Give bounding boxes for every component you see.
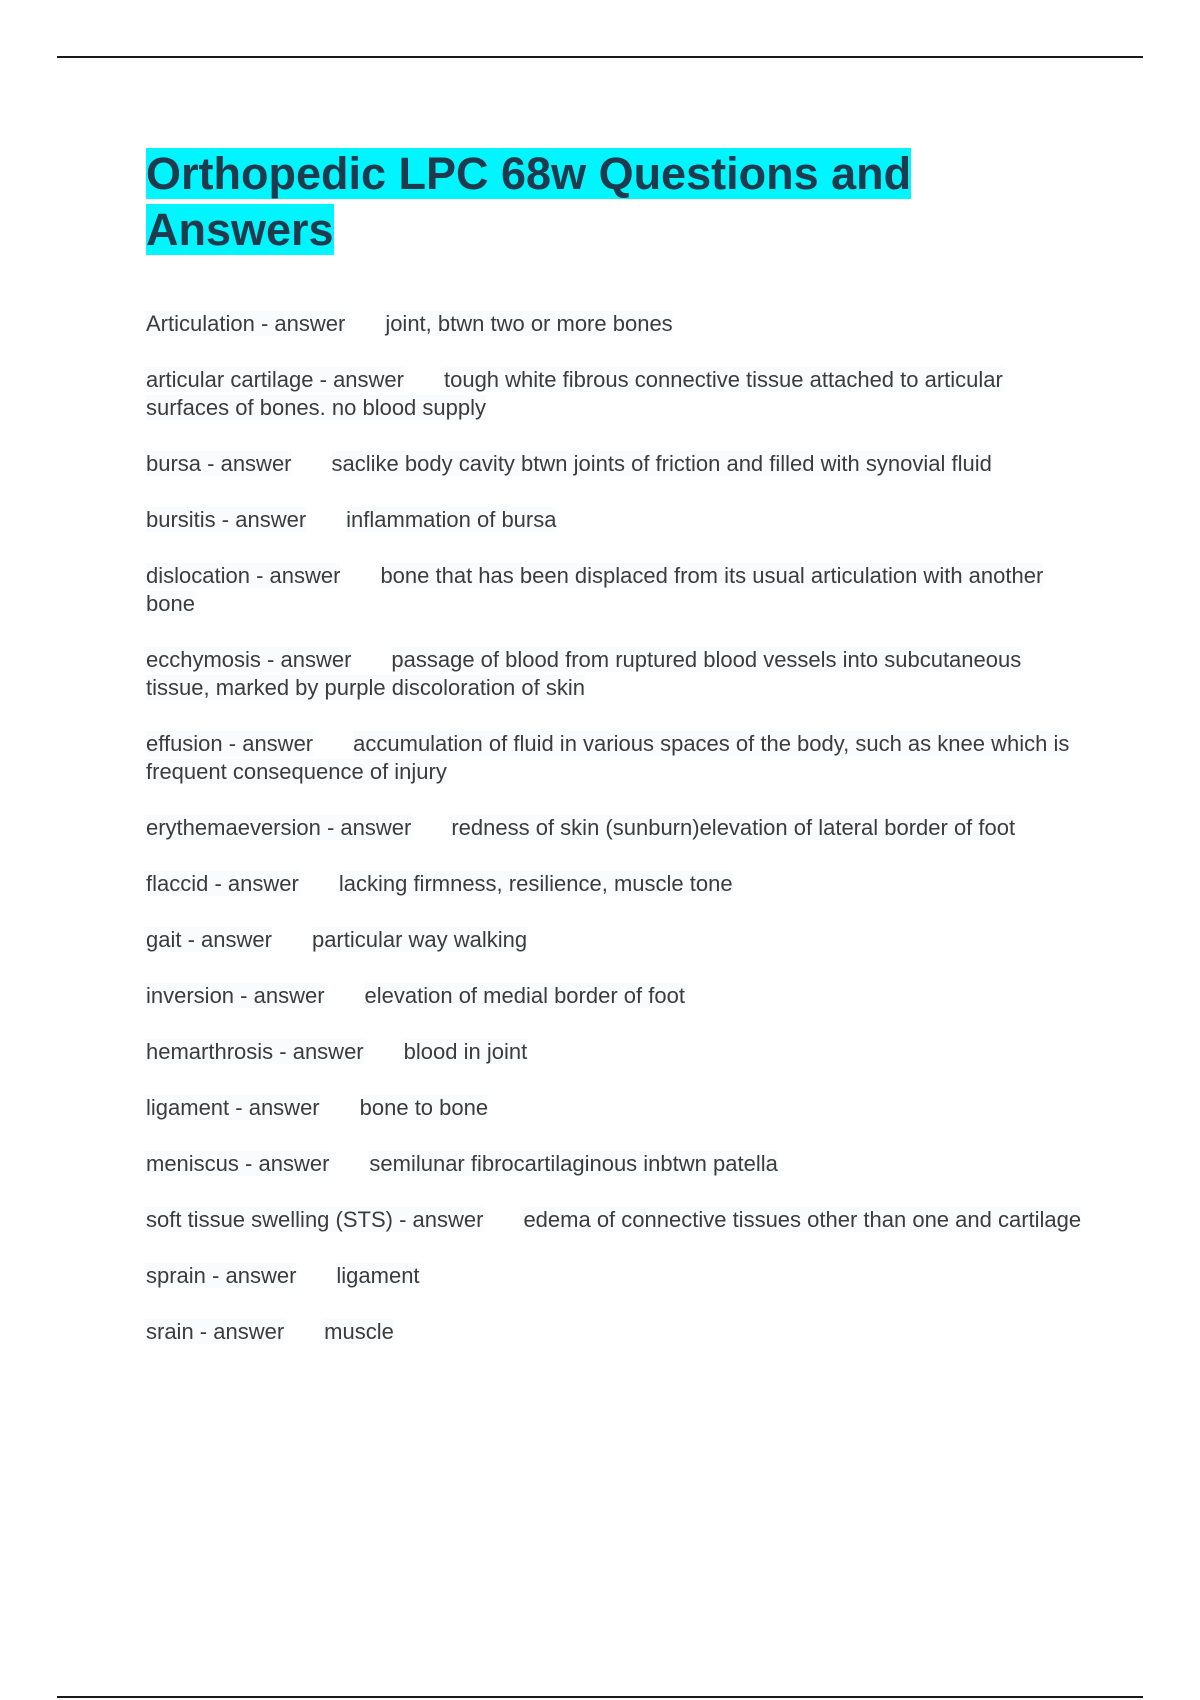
answer-text: bone that has been displaced from its usual articulation with another bone [146, 563, 1044, 616]
question-text: inversion - answer [146, 983, 325, 1008]
question-text: gait - answer [146, 927, 272, 952]
question-text: soft tissue swelling (STS) - answer [146, 1207, 484, 1232]
answer-text: tough white fibrous connective tissue attached to articular surfaces of bones. no blood supply [146, 367, 1003, 420]
qa-entry-dislocation [146, 562, 1086, 618]
qa-entry-ligament [146, 1094, 1086, 1122]
answer-text: saclike body cavity btwn joints of friction and filled with synovial fluid [331, 451, 992, 476]
question-text: bursitis - answer [146, 507, 307, 532]
qa-entry-sprain [146, 1262, 1086, 1290]
qa-entry-effusion [146, 730, 1086, 786]
answer-text: edema of connective tissues other than one and cartilage [523, 1207, 1082, 1232]
answer-text: accumulation of fluid in various spaces of the body, such as knee which is frequent consequence of injury [146, 731, 1070, 784]
qa-entry-hemarthrosis [146, 1038, 1086, 1066]
answer-text: joint, btwn two or more bones [385, 311, 673, 336]
qa-entry-bursitis [146, 506, 1086, 534]
qa-entry-gait [146, 926, 1086, 954]
answer-text: elevation of medial border of foot [364, 983, 685, 1008]
qa-entry-ecchymosis [146, 646, 1086, 702]
answer-text: blood in joint [403, 1039, 528, 1064]
question-text: bursa - answer [146, 451, 292, 476]
question-text: dislocation - answer [146, 563, 341, 588]
question-text: sprain - answer [146, 1263, 297, 1288]
question-text: meniscus - answer [146, 1151, 330, 1176]
document-body [146, 146, 1086, 1374]
qa-entry-meniscus [146, 1150, 1086, 1178]
qa-list [146, 310, 1086, 1346]
question-text: effusion - answer [146, 731, 314, 756]
answer-text: particular way walking [311, 927, 528, 952]
qa-entry-soft-tissue-swelling [146, 1206, 1086, 1234]
qa-entry-inversion [146, 982, 1086, 1010]
question-text: erythemaeversion - answer [146, 815, 412, 840]
question-text: ecchymosis - answer [146, 647, 352, 672]
answer-text: muscle [324, 1319, 394, 1344]
question-text: srain - answer [146, 1319, 285, 1344]
answer-text: ligament [336, 1263, 420, 1288]
document-title [146, 146, 1086, 258]
top-rule [57, 56, 1143, 58]
question-text: ligament - answer [146, 1095, 320, 1120]
qa-entry-articular-cartilage [146, 366, 1086, 422]
title-highlight: Orthopedic LPC 68w Questions and Answers [146, 148, 912, 255]
answer-text: inflammation of bursa [346, 507, 557, 532]
question-text: Articulation - answer [146, 311, 346, 336]
qa-entry-bursa [146, 450, 1086, 478]
qa-entry-erythemaeversion [146, 814, 1086, 842]
qa-entry-srain [146, 1318, 1086, 1346]
qa-entry-articulation [146, 310, 1086, 338]
bottom-rule [57, 1696, 1143, 1698]
answer-text: semilunar fibrocartilaginous inbtwn patella [369, 1151, 778, 1176]
question-text: flaccid - answer [146, 871, 299, 896]
answer-text: redness of skin (sunburn)elevation of lateral border of foot [451, 815, 1016, 840]
qa-entry-flaccid [146, 870, 1086, 898]
answer-text: lacking firmness, resilience, muscle tone [338, 871, 733, 896]
answer-text: passage of blood from ruptured blood vessels into subcutaneous tissue, marked by purple discoloration of skin [146, 647, 1022, 700]
question-text: hemarthrosis - answer [146, 1039, 364, 1064]
answer-text: bone to bone [359, 1095, 489, 1120]
question-text: articular cartilage - answer [146, 367, 404, 392]
